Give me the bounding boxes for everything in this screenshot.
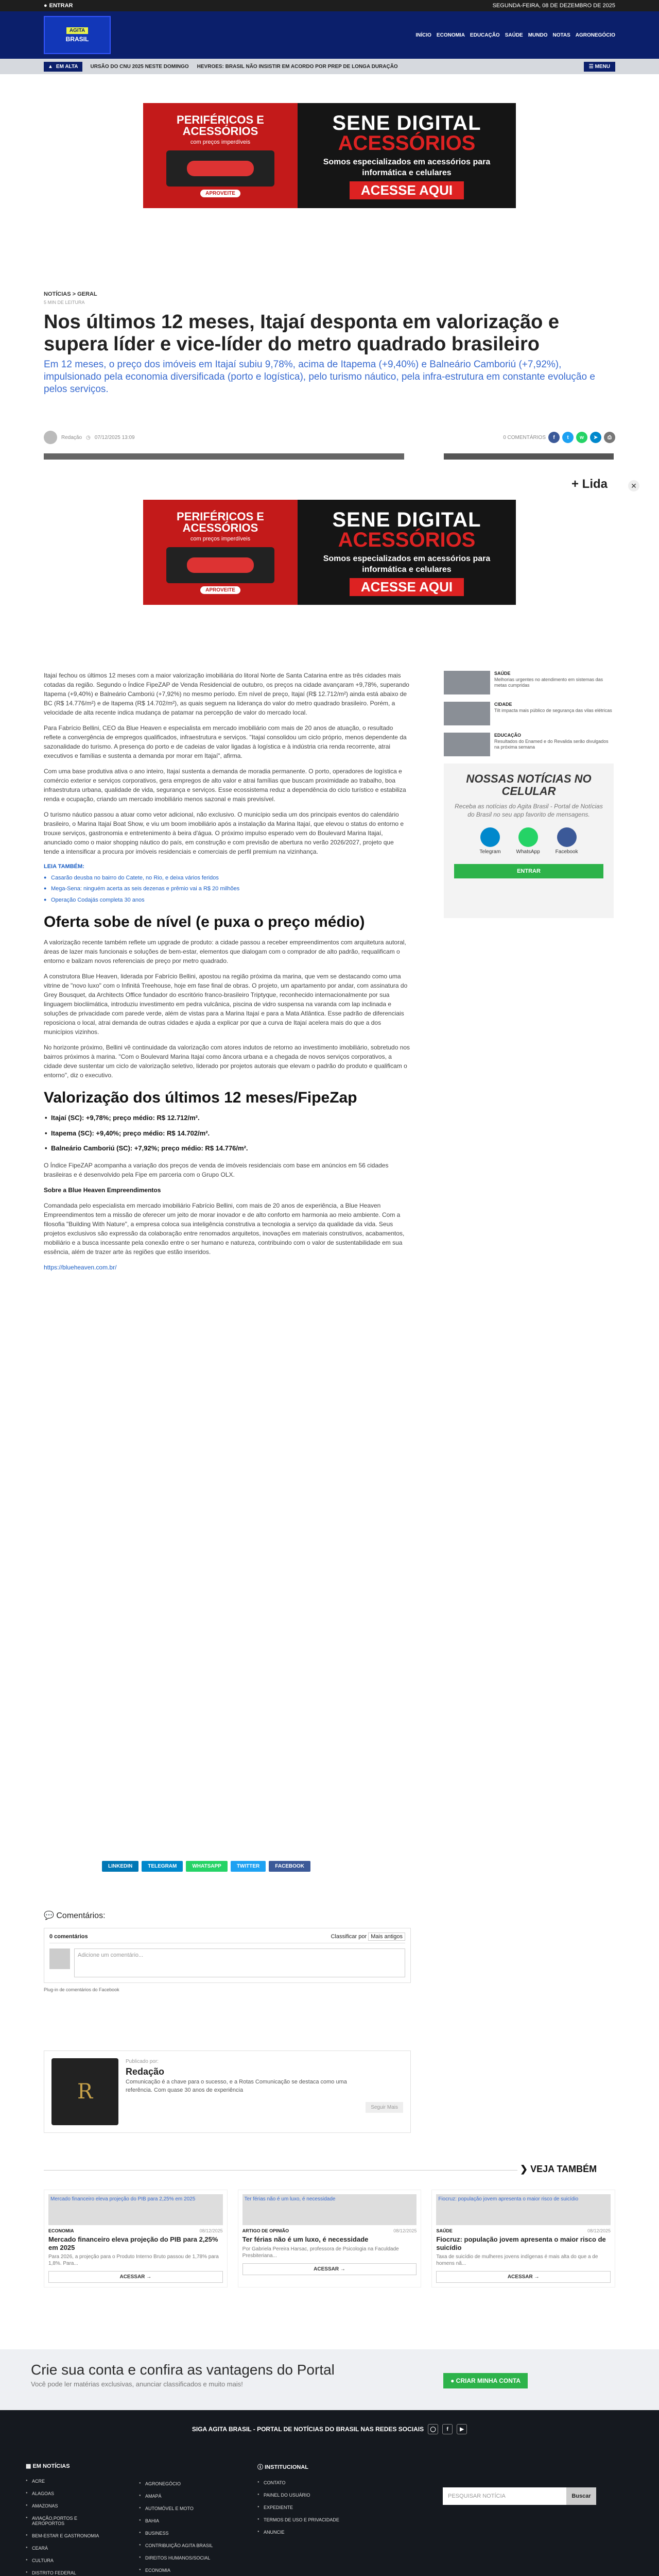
ad-right: SENE DIGITAL ACESSÓRIOS Somos especializados em acessórios para informática e celulares ACESSE AQUI <box>298 500 516 605</box>
footer-link[interactable]: ● PAINEL DO USUÁRIO <box>257 2493 340 2498</box>
login-button[interactable]: ● ENTRAR <box>44 3 73 9</box>
share-twitter-button[interactable]: TWITTER <box>231 1861 266 1872</box>
share-telegram-button[interactable]: TELEGRAM <box>142 1861 183 1872</box>
user-icon: ● <box>450 2377 456 2384</box>
footer-link[interactable]: ● DISTRITO FEDERAL <box>26 2570 108 2575</box>
thumbnail <box>444 671 490 694</box>
sticky-bar <box>0 464 659 476</box>
card-access-button[interactable]: ACESSAR → <box>242 2263 417 2275</box>
telegram-icon <box>480 827 500 847</box>
ad-product-image <box>166 547 274 583</box>
facebook-icon[interactable]: f <box>442 2424 453 2434</box>
sidebar <box>444 671 614 918</box>
paragraph: No horizonte próximo, Bellini vê continuidade da valorização com atores indutos de retorno ao investimento imobiliário, sobretudo nos bairros próximos à marina. "Com o Boulevard Marina Itajaí como âncora urbana e a chegada de novos serviços corporativos, a cidade deve sustentar um ciclo de valorização seletivo, liderado por projetos autorais que elevam o padrão do produto e qualificam o entorno", diz o executivo. <box>44 1043 410 1079</box>
nav-economia[interactable]: ECONOMIA <box>436 32 465 38</box>
footer <box>0 2410 659 2576</box>
twitter-icon[interactable]: t <box>562 432 574 443</box>
footer-link[interactable]: ● AVIAÇÃO,PORTOS E AEROPORTOS <box>26 2516 108 2526</box>
footer-link[interactable]: ● BAHIA <box>139 2518 221 2523</box>
sidebar-news-item[interactable]: SAÚDE Melhorias urgentes no atendimento em sistemas das metas cumpridas <box>444 671 614 694</box>
comments-count[interactable]: 0 COMENTÁRIOS <box>503 434 546 440</box>
nav-educacao[interactable]: EDUCAÇÃO <box>470 32 500 38</box>
most-read-label: + Lida <box>571 477 608 491</box>
create-account-button[interactable]: ● CRIAR MINHA CONTA <box>443 2373 528 2388</box>
card-image: Fiocruz: população jovem apresenta o maior risco de suicídio <box>436 2194 611 2225</box>
ad-left: PERIFÉRICOS E ACESSÓRIOS com preços imperdíveis APROVEITE <box>143 103 298 208</box>
footer-link[interactable]: ● CONTATO <box>257 2480 340 2485</box>
paragraph: O Índice FipeZAP acompanha a variação dos preços de venda de imóveis residenciais com base em anúncios em 56 cidades brasileiras e é desenvolvido pela Fipe em parceria com o Grupo OLX. <box>44 1161 389 1178</box>
news-icon: ▦ <box>26 2463 33 2469</box>
card-access-button[interactable]: ACESSAR → <box>48 2271 223 2283</box>
telegram-icon[interactable]: ➤ <box>590 432 601 443</box>
share-whatsapp-button[interactable]: WHATSAPP <box>186 1861 227 1872</box>
section-heading: Valorização dos últimos 12 meses/FipeZap <box>44 1089 357 1106</box>
see-also: LEIA TAMBÉM: ● Casarão deusba no bairro do Catete, no Rio, e deixa vários feridos ● Mega-Sena: ninguém acerta as seis dezenas e prêmio vai a R$ 20 milhões ● Operação Codajás completa 30 anos <box>44 862 411 904</box>
trending-label: ▲ EM ALTA <box>44 62 82 72</box>
close-icon[interactable]: ✕ <box>628 480 639 492</box>
top-bar <box>0 0 659 11</box>
related-card[interactable]: Ter férias não é um luxo, é necessidade ARTIGO DE OPINIÃO 08/12/2025 Ter férias não é um luxo, é necessidade Por Gabriela Pereira Harsac, professora de Psicologia na Faculdade Presbiteriana... ACESSAR → <box>238 2190 422 2287</box>
footer-link[interactable]: ● ANUNCIE <box>257 2530 340 2535</box>
social-row: SIGA AGITA BRASIL - PORTAL DE NOTÍCIAS DO BRASIL NAS REDES SOCIAIS ◯ f ▶ <box>0 2416 659 2442</box>
footer-links <box>257 2480 340 2535</box>
paragraph: A construtora Blue Heaven, liderada por Fabrício Bellini, apostou na região próxima da marina, que vem se destacando como uma vitrine de "novo luxo" com o Infinitá Treehouse, hoje em fase final de obras. O projeto, um apartamento por andar, com assinatura do Grey Bousquet, da Architects Office fundador do escritório franco-brasileiro Triptyque, reconhecido internacionalmente por sua linguagem biocliimática, introduziu investimento em pedra vulcânica, piscina de vidro suspensa na varanda com lap inclinada e soluções de privacidade com parede verde, além de vistas para a Marina Itajaí e para a Mata Atlântica. Esse padrão de diferenciais reposiciona o local, atrai demanda de outras cidades e ajuda a explicar por que a curva de Itajaí acelera mais do que a dos municípios vizinhos. <box>44 972 408 1036</box>
sort-select[interactable]: Mais antigos <box>368 1933 405 1941</box>
list-item: • Balneário Camboriú (SC): +7,92%; preço médio: R$ 14.776/m². <box>44 1143 411 1154</box>
footer-link[interactable]: ● AGRONEGÓCIO <box>139 2481 221 2486</box>
nav-notas[interactable]: NOTAS <box>552 32 570 38</box>
card-image: Ter férias não é um luxo, é necessidade <box>242 2194 417 2225</box>
fb-plugin-label[interactable]: Plug-in de comentários do Facebook <box>44 1987 119 1992</box>
youtube-icon[interactable]: ▶ <box>457 2424 467 2434</box>
site-logo[interactable]: AGITA BRASIL <box>44 16 111 54</box>
portal-signup: Crie sua conta e confira as vantagens do Portal Você pode ler matérias exclusivas, anunciar classificados e muito mais! ● CRIAR MINHA CONTA <box>0 2349 659 2410</box>
publish-date: 07/12/2025 13:09 <box>94 434 135 440</box>
footer-link[interactable]: ● AUTOMÓVEL E MOTO <box>139 2506 221 2511</box>
newsletter-box: NOSSAS NOTÍCIAS NO CELULAR Receba as notícias do Agita Brasil - Portal de Notícias do Brasil no seu app favorito de mensagens. Telegram WhatsApp Facebook ENTRAR <box>444 764 614 918</box>
footer-link[interactable]: ● AMAZONAS <box>26 2503 108 2509</box>
footer-link[interactable]: ● CEARÁ <box>26 2546 108 2551</box>
paragraph: Com uma base produtiva ativa o ano inteiro, Itajaí sustenta a demanda de moradia permanente. O porto, operadores de logística e comércio exterior e serviços corporativos, gera empregos de alto valor e atrai famílias que buscam proximidade ao trabalho, boa infraestrutura urbana, qualidade de vida, segurança e serviços. Esse ecossistema reduz a dependência do ciclo turístico e estabiliza renda e ocupação, criando um mercado imobiliário menos sazonal e mais previsível. <box>44 768 406 803</box>
footer-link[interactable]: ● TERMOS DE USO E PRIVACIDADE <box>257 2517 340 2522</box>
share-linkedin-button[interactable]: LINKEDIN <box>102 1861 138 1872</box>
thumbnail <box>444 733 490 756</box>
footer-col-institucional: ⓘ INSTITUCIONAL ● CONTATO ● PAINEL DO USUÁRIO ● EXPEDIENTE ● TERMOS DE USO E PRIVACIDADE ● ANUNCIE <box>257 2463 340 2542</box>
footer-link[interactable]: ● ACRE <box>26 2479 108 2484</box>
paragraph: Sobre a Blue Heaven Empreendimentos <box>44 1186 161 1194</box>
ticker-item[interactable]: HEVROES: BRASIL NÃO INSISTIR EM ACORDO POR PREP DE LONGA DURAÇÃO <box>197 63 398 70</box>
comments-section: 💬 Comentários: 0 comentários Classificar por Mais antigos Adicione um comentário... Plug-in de comentários do Facebook <box>44 1910 411 1992</box>
paragraph: Itajaí fechou os últimos 12 meses com a maior valorização imobiliária do litoral Norte de Santa Catarina entre as três cidades mais cotadas da região. Segundo o Índice FipeZAP de Venda Residencial de outubro, os preços na cidade avançaram +9,78%, superando Itapema (+9,40%) e Balneário Camboriú (+7,92%) no mesmo período. Em nível de preço, Itajaí (R$ 12.712/m²) ainda está abaixo de BC (R$ 14.776/m²) e de Itapema (R$ 14.702/m²), as quais seguem na liderança do valor do metro quadrado brasileiro. Porém, a velocidade de alta recente indica mudança de patamar na percepção de valor do mercado local. <box>44 672 409 716</box>
paragraph: Comandada pelo especialista em mercado imobiliário Fabrício Bellini, com mais de 20 anos de experiência, a Blue Heaven Empreendimentos tem a missão de oferecer um jeito de morar inovador e de alto conforto em harmonia ao meio ambiente. Com a filosofia "Building With Nature", a empresa coloca sua inteligência construtiva a tecnologia a serviço da qualidade da vida. Seus projetos exclusivos são expressão da colaboração entre renomados arquitetos, inovações em materiais construtivos, acabamentos, mobiliário e a busca incessante pela conexão entre o ser humano e natureza, contribuindo com o valor de sustentabilidade em sua essência, além de trazer arte às regiões que estão inseridos. <box>44 1201 405 1256</box>
sidebar-news-item[interactable]: EDUCAÇÃO Resultados do Enamed e do Revalida serão divulgados na próxima semana <box>444 733 614 756</box>
paragraph: A valorização recente também reflete um upgrade de produto: a cidade passou a receber empreendimentos com arquitetura autoral, áreas de lazer mais funcionais e soluções de bem-estar, elementos que dialogam com o comprador de alto padrão, requalificam o entorno e balizam novos referenciais de preço por metro quadrado. <box>44 938 406 964</box>
facebook-icon <box>557 827 577 847</box>
paragraph: O turismo náutico passou a atuar como vetor adicional, não exclusivo. O município sedia um dos principais eventos do calendário brasileiro, o Marina Itajaí Boat Show, e viu um boom imobiliário após a instalação da Marina Itajaí, que elevou o status do entorno e trouxe serviços, gastronomia e entretenimento à beira d'água. O próximo impulso esperado vem do Boulevard Marina Itajaí, anunciado como o maior shopping náutico do país, em construção e com previsão de abertura no verão 2026/2027, projeto que tende a intensificar a procura por imóveis residenciais e comerciais de perfil premium na vizinhança. <box>44 811 404 855</box>
search-input[interactable]: PESQUISAR NOTÍCIA <box>443 2487 566 2505</box>
ad-banner-top[interactable] <box>143 103 516 208</box>
trending-ticker <box>0 59 659 74</box>
facebook-icon[interactable]: f <box>548 432 560 443</box>
print-icon[interactable]: ⎙ <box>604 432 615 443</box>
info-icon: ⓘ <box>257 2464 265 2470</box>
footer-link[interactable]: ● AMAPÁ <box>139 2494 221 2499</box>
footer-col-news: ▦ EM NOTÍCIAS ● ACRE ● ALAGOAS ● AMAZONAS ● AVIAÇÃO,PORTOS E AEROPORTOS ● BEM-ESTAR E GASTRONOMIA ● CEARÁ ● CULTURA ● DISTRITO FEDERAL <box>26 2463 108 2576</box>
article-photo <box>44 453 404 460</box>
see-also-link[interactable]: ● Operação Codajás completa 30 anos <box>44 896 411 905</box>
telegram-app[interactable]: Telegram <box>479 827 500 855</box>
header <box>0 11 659 59</box>
current-date: SEGUNDA-FEIRA, 08 DE DEZEMBRO DE 2025 <box>492 3 615 9</box>
footer-link[interactable]: ● EXPEDIENTE <box>257 2505 340 2510</box>
main-nav <box>415 32 615 38</box>
footer-search <box>443 2487 596 2505</box>
share-bar <box>102 1861 310 1872</box>
author-row <box>44 431 615 444</box>
avatar <box>49 1948 70 1969</box>
facebook-comments: 0 comentários Classificar por Mais antigos Adicione um comentário... <box>44 1928 411 1983</box>
whatsapp-app[interactable]: WhatsApp <box>516 827 540 855</box>
related-cards <box>44 2190 615 2287</box>
section-heading: Oferta sobe de nível (e puxa o preço médio) <box>44 913 365 930</box>
follow-button[interactable]: Seguir Mais <box>366 2102 403 2113</box>
nav-inicio[interactable]: INÍCIO <box>415 32 431 38</box>
instagram-icon[interactable]: ◯ <box>428 2424 438 2434</box>
facebook-app[interactable]: Facebook <box>556 827 578 855</box>
footer-link[interactable]: ● CULTURA <box>26 2558 108 2563</box>
footer-col-news-2 <box>139 2481 221 2576</box>
user-icon: ● <box>44 3 47 9</box>
footer-links <box>26 2479 108 2576</box>
related-card[interactable]: Mercado financeiro eleva projeção do PIB para 2,25% em 2025 ECONOMIA 08/12/2025 Mercado financeiro eleva projeção do PIB para 2,25% em 2025 Para 2026, a projeção para o Produto Interno Bruto passou de 1,78% para 1,8%. Para... ACESSAR → <box>44 2190 228 2287</box>
see-also-title: ❯ VEJA TAMBÉM <box>520 2164 597 2174</box>
comment-input[interactable]: Adicione um comentário... <box>74 1948 405 1977</box>
thumbnail <box>444 702 490 725</box>
comment-icon: 💬 <box>44 1911 54 1920</box>
share-icons <box>503 432 615 443</box>
ad-banner-sticky[interactable] <box>143 500 516 605</box>
related-card[interactable]: Fiocruz: população jovem apresenta o maior risco de suicídio SAÚDE 08/12/2025 Fiocruz: população jovem apresenta o maior risco de suicídio Taxa de suicídio de mulheres jovens indígenas é mais alta do que a de homens nã... ACESSAR → <box>431 2190 615 2287</box>
article-body <box>44 671 411 1278</box>
author-name[interactable]: Redação <box>61 434 82 440</box>
avatar <box>44 431 57 444</box>
footer-link[interactable]: ● ECONOMIA <box>139 2568 221 2573</box>
footer-link[interactable]: ● DIREITOS HUMANOS/SOCIAL <box>139 2555 221 2561</box>
author-logo: R <box>51 2058 118 2125</box>
hamburger-icon: ☰ <box>588 63 595 70</box>
nav-agronegocio[interactable]: AGRONEGÓCIO <box>575 32 615 38</box>
whatsapp-icon[interactable]: w <box>576 432 587 443</box>
search-button[interactable]: Buscar <box>566 2487 596 2505</box>
article-subtitle: Em 12 meses, o preço dos imóveis em Itajaí subiu 9,78%, acima de Itapema (+9,40%) e Balneário Camboriú (+7,92%), impulsionado pela economia diversificada (porto e logística), pelo turismo náutico, pela infra-estrutura em constante evolução e pelos serviços. <box>44 359 595 395</box>
list-item: • Itapema (SC): +9,40%; preço médio: R$ 14.702/m². <box>44 1128 411 1139</box>
ad-right: SENE DIGITAL ACESSÓRIOS Somos especializados em acessórios para informática e celulares ACESSE AQUI <box>298 103 516 208</box>
card-access-button[interactable]: ACESSAR → <box>436 2271 611 2283</box>
nav-saude[interactable]: SAÚDE <box>505 32 523 38</box>
sidebar-news-item[interactable]: CIDADE Tilt impacta mais público de segurança das vilas elétricas <box>444 702 614 725</box>
ad-product-image <box>166 150 274 187</box>
ad-left: PERIFÉRICOS E ACESSÓRIOS com preços imperdíveis APROVEITE <box>143 500 298 605</box>
footer-links <box>139 2481 221 2576</box>
paragraph: Para Fabrício Bellini, CEO da Blue Heaven e especialista em mercado imobiliário com mais de 20 anos de atuação, o resultado reflete a convergência de empregos qualificados, infraestrutura e serviços. "Itajaí consolidou um ciclo próprio, menos dependente da sazonalidade do turismo. A presença do porto e de cadeias de valor ligadas à logística e à indústria cria renda recorrente, atrai executivos e famílias e sustenta a demanda por morar em Itajaí", afirma. <box>44 724 407 759</box>
divider <box>44 2170 517 2171</box>
footer-link[interactable]: ● BUSINESS <box>139 2531 221 2536</box>
see-also-link[interactable]: ● Casarão deusba no bairro do Catete, no Rio, e deixa vários feridos <box>44 874 411 883</box>
see-also-link[interactable]: ● Mega-Sena: ninguém acerta as seis dezenas e prêmio vai a R$ 20 milhões <box>44 885 411 893</box>
list-item: • Itajaí (SC): +9,78%; preço médio: R$ 12.712/m². <box>44 1113 411 1123</box>
whatsapp-icon <box>518 827 538 847</box>
footer-link[interactable]: ● BEM-ESTAR E GASTRONOMIA <box>26 2533 108 2538</box>
sidebar-photo <box>444 453 614 460</box>
fire-icon: ▲ <box>48 63 53 70</box>
card-image: Mercado financeiro eleva projeção do PIB para 2,25% em 2025 <box>48 2194 223 2225</box>
page-title: Nos últimos 12 meses, Itajaí desponta em valorização e supera líder e vice-líder do metro quadrado brasileiro <box>44 311 560 355</box>
calendar-icon: ◷ <box>86 434 91 440</box>
share-facebook-button[interactable]: FACEBOOK <box>269 1861 310 1872</box>
ticker-item[interactable]: URSÃO DO CNU 2025 NESTE DOMINGO <box>90 63 189 70</box>
breadcrumb[interactable]: NOTÍCIAS > GERAL <box>44 291 97 297</box>
author-box: R Publicado por: Redação Comunicação é a chave para o sucesso, e a Rotas Comunicação se destaca como uma referência. Com quase 30 anos de experiência Seguir Mais <box>44 2050 411 2133</box>
newsletter-enter-button[interactable]: ENTRAR <box>454 864 603 878</box>
read-time: 5 MIN DE LEITURA <box>44 300 85 305</box>
menu-button[interactable]: ☰ MENU <box>584 62 615 72</box>
nav-mundo[interactable]: MUNDO <box>528 32 548 38</box>
footer-link[interactable]: ● CONTRIBUIÇÃO AGITA BRASIL <box>139 2543 221 2548</box>
valuation-list <box>44 1113 411 1154</box>
comments-count: 0 comentários <box>49 1934 88 1940</box>
company-link[interactable]: https://blueheaven.com.br/ <box>44 1263 117 1271</box>
author-bio: Comunicação é a chave para o sucesso, e a Rotas Comunicação se destaca como uma referência. Com quase 30 anos de experiência <box>126 2079 347 2093</box>
author-name[interactable]: Redação <box>126 2066 165 2077</box>
footer-link[interactable]: ● ALAGOAS <box>26 2491 108 2496</box>
chevron-right-icon: ❯ <box>520 2164 531 2174</box>
